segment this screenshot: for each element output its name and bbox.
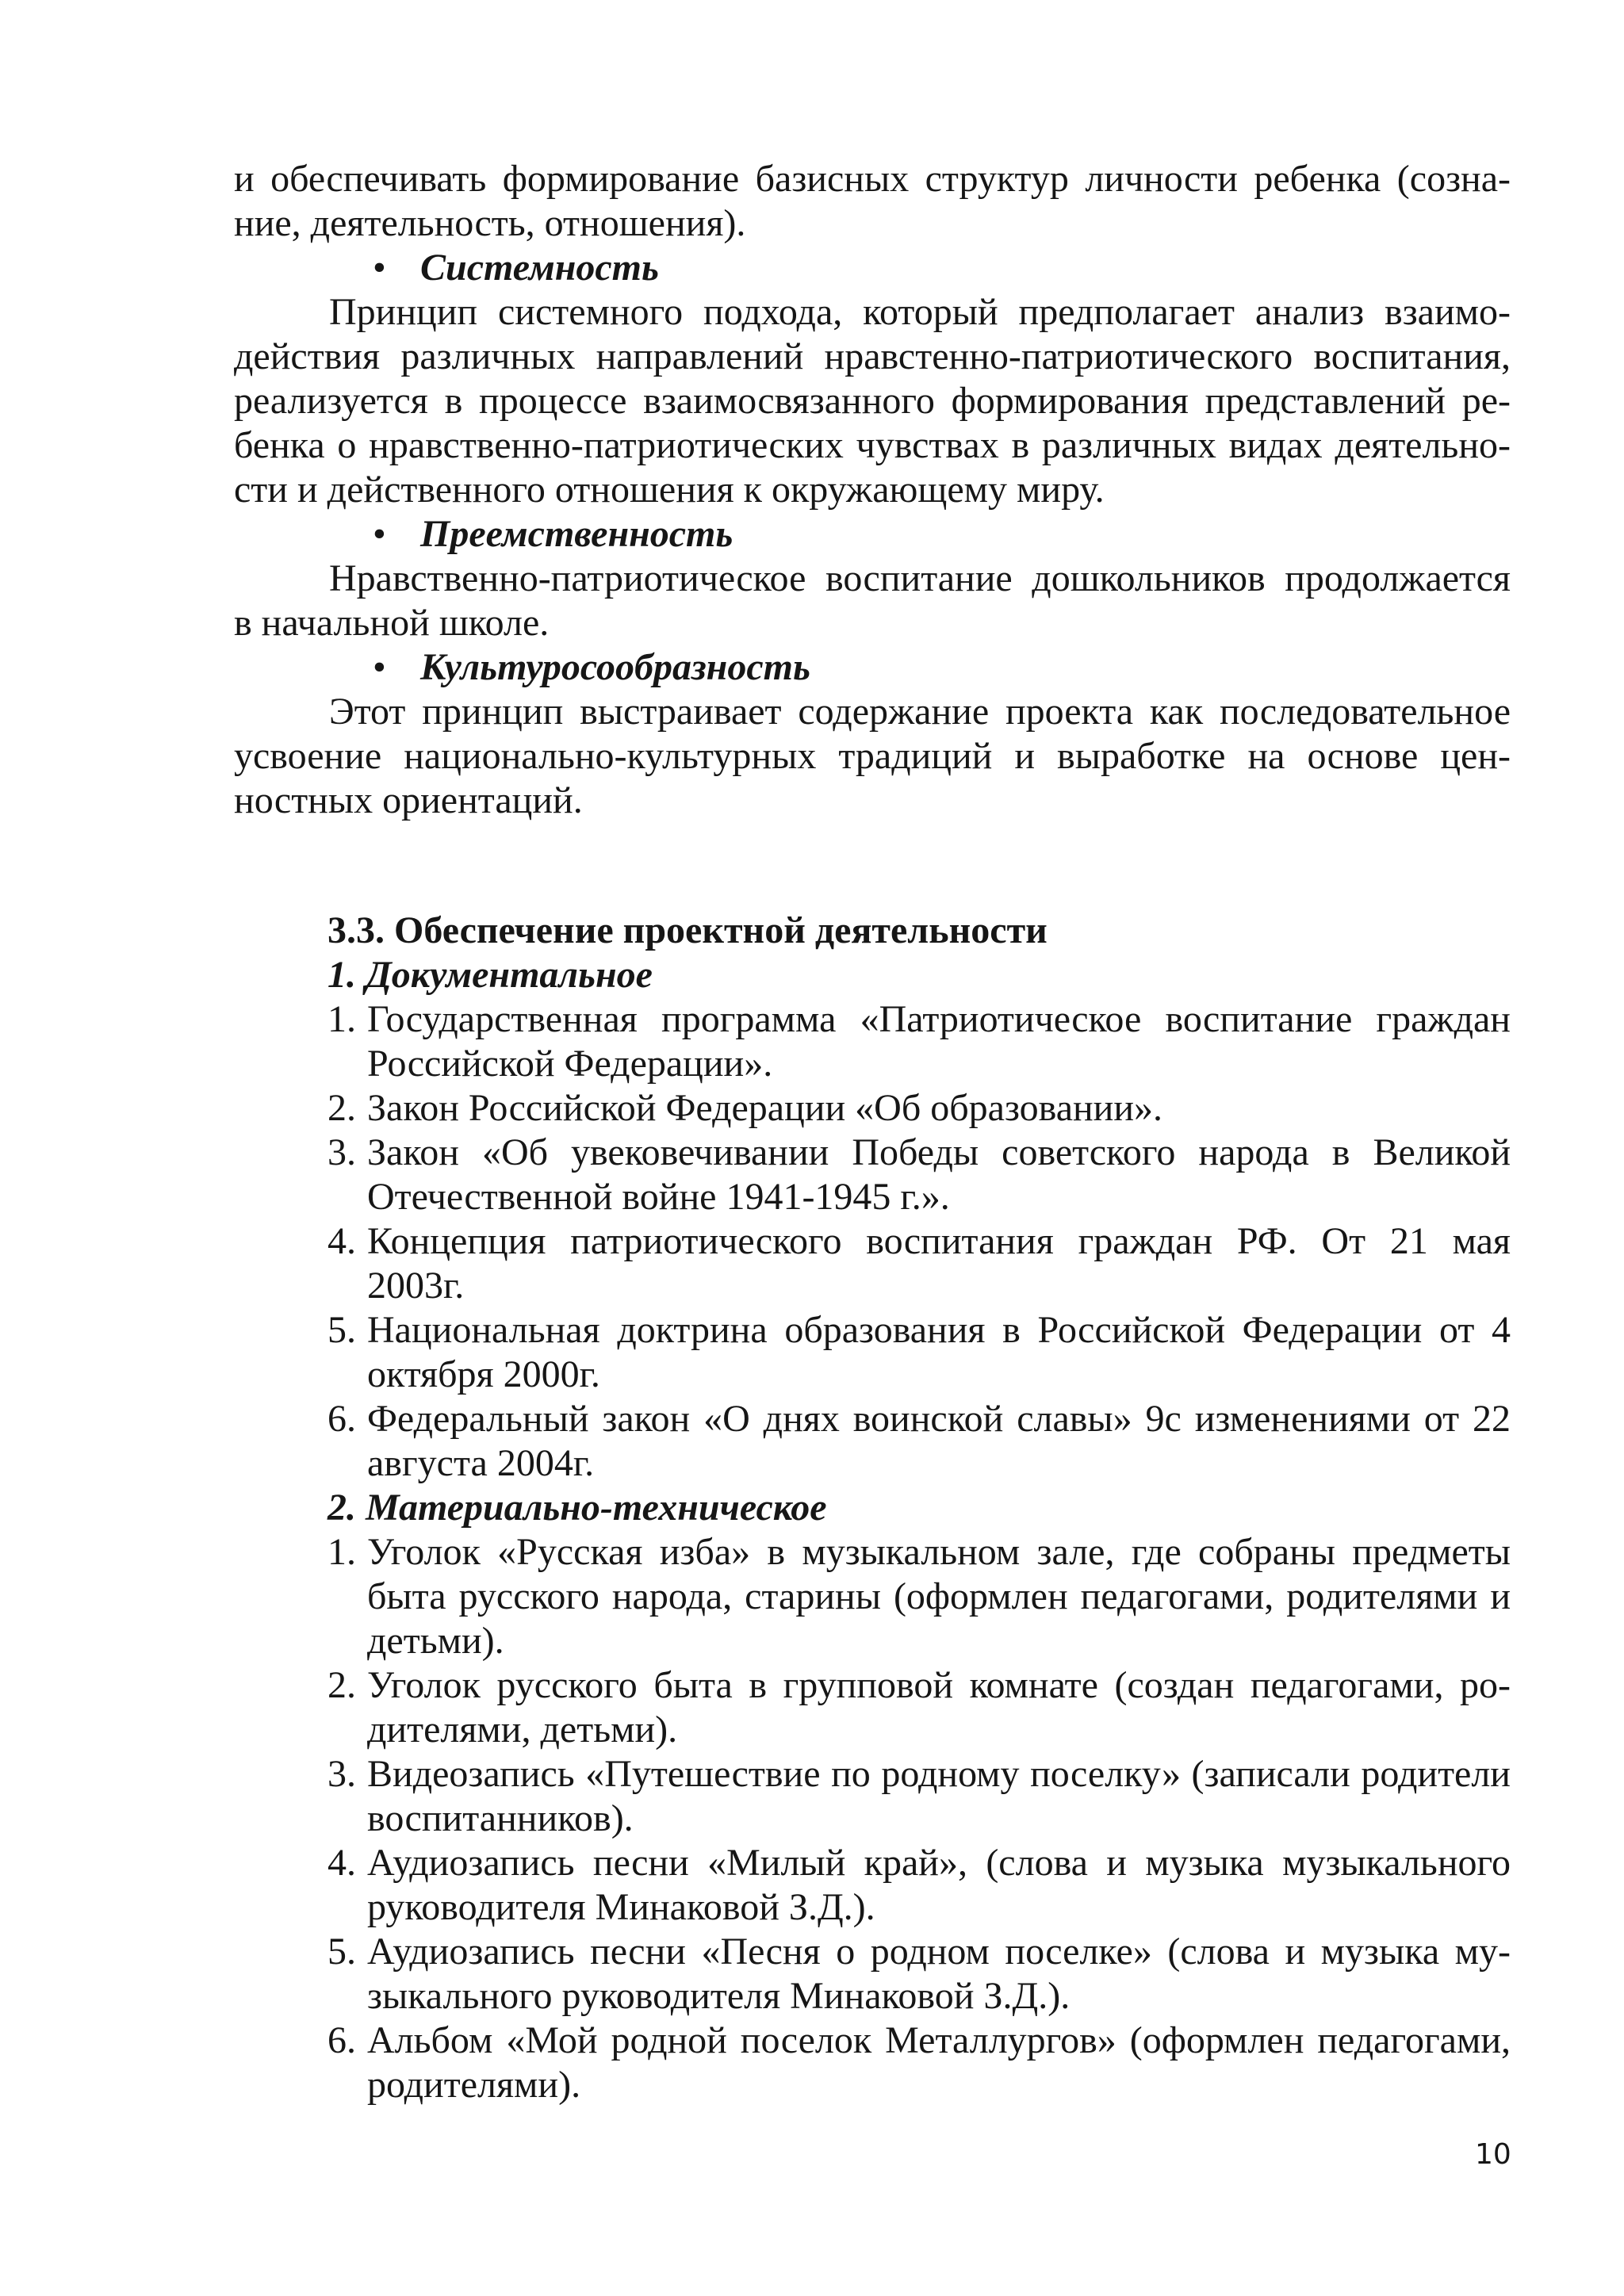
text-line: и обеспечивать формирование базисных структур личности ребенка (созна- — [234, 158, 1511, 200]
text-line: усвоение национально-культурных традиций и выработке на основе цен- — [234, 735, 1511, 777]
list-item — [327, 2019, 1511, 2107]
text-line: Этот принцип выстраивает содержание проекта как последовательное — [329, 691, 1511, 733]
text-line: реализуется в процессе взаимосвязанного формирования представлений ре- — [234, 380, 1511, 422]
text-line: бенка о нравственно-патриотических чувствах в различных видах деятельно- — [234, 424, 1511, 466]
text-line: Аудиозапись песни «Милый край», (слова и музыка музыкального — [367, 1842, 1511, 1884]
text-line: руководителя Минаковой З.Д.). — [367, 1886, 875, 1928]
text-line: Федеральный закон «О днях воинской славы» 9с изменениями от 22 — [367, 1398, 1511, 1440]
list-item — [327, 1841, 1511, 1930]
list-number: 3. — [327, 1131, 356, 1173]
list-number: 1. — [327, 1531, 356, 1573]
list-number: 1. — [327, 998, 356, 1040]
list-item — [327, 1219, 1511, 1308]
text-line: Альбом «Мой родной поселок Металлургов» (оформлен педагогами, — [367, 2019, 1511, 2061]
text-line: дителями, детьми). — [367, 1709, 678, 1751]
list-number: 2. — [327, 1087, 356, 1129]
list-item — [327, 1530, 1511, 1663]
principle-paragraph — [234, 690, 1511, 823]
intro-paragraph — [234, 157, 1511, 246]
text-line: Аудиозапись песни «Песня о родном поселке» (слова и музыка му- — [367, 1931, 1511, 1973]
list-item — [327, 1752, 1511, 1841]
list-item — [327, 1930, 1511, 2019]
text-line: Видеозапись «Путешествие по родному поселку» (записали родители — [367, 1753, 1511, 1795]
text-line: Концепция патриотического воспитания граждан РФ. От 21 мая — [367, 1220, 1511, 1262]
text-line: действия различных направлений нравстенно-патриотического воспитания, — [234, 335, 1511, 377]
list-number: 4. — [327, 1220, 356, 1262]
text-line: детьми). — [367, 1620, 504, 1662]
list-number: 6. — [327, 2019, 356, 2061]
list-item — [327, 1086, 1511, 1131]
principle-heading — [373, 645, 1483, 690]
list-number: 6. — [327, 1398, 356, 1440]
text-line: Российской Федерации». — [367, 1043, 773, 1085]
page-number: 10 — [1475, 2138, 1511, 2171]
text-line: воспитанников). — [367, 1797, 634, 1839]
text-line: Национальная доктрина образования в Российской Федерации от 4 — [367, 1309, 1511, 1351]
text-line: августа 2004г. — [367, 1442, 595, 1484]
list-item — [327, 1131, 1511, 1219]
text-line: Нравственно-патриотическое воспитание дошкольников продолжается — [329, 557, 1511, 599]
text-line: зыкального руководителя Минаковой З.Д.). — [367, 1975, 1071, 2017]
principle-paragraph — [234, 290, 1511, 512]
text-line: 2003г. — [367, 1265, 465, 1307]
text-line: Отечественной войне 1941-1945 г.». — [367, 1176, 950, 1218]
text-line: родителями). — [367, 2064, 581, 2106]
text-line: Государственная программа «Патриотическое воспитание граждан — [367, 998, 1511, 1040]
group-title: 1. Документальное — [327, 954, 653, 996]
text-line: Принцип системного подхода, который предполагает анализ взаимо- — [329, 291, 1511, 333]
list-number: 3. — [327, 1753, 356, 1795]
text-line: октября 2000г. — [367, 1353, 600, 1395]
text-line: Закон Российской Федерации «Об образовании». — [367, 1087, 1163, 1129]
text-line: ние, деятельность, отношения). — [234, 202, 746, 244]
text-line: Закон «Об увековечивании Победы советского народа в Великой — [367, 1131, 1511, 1173]
list-item — [327, 1308, 1511, 1397]
group-title: 2. Материально-техническое — [327, 1487, 827, 1529]
text-line: сти и действенного отношения к окружающему миру. — [234, 469, 1105, 511]
principle-title: Культуросообразность — [420, 646, 810, 688]
text-line: Уголок русского быта в групповой комнате (создан педагогами, ро- — [367, 1664, 1511, 1706]
principle-title: Системность — [420, 247, 659, 289]
principle-title: Преемственность — [420, 513, 733, 555]
principle-heading — [373, 246, 1483, 290]
section-heading: 3.3. Обеспечение проектной деятельности — [327, 909, 1048, 951]
list-item — [327, 1397, 1511, 1486]
principle-heading — [373, 512, 1483, 557]
list-number: 5. — [327, 1309, 356, 1351]
list-number: 2. — [327, 1664, 356, 1706]
list-number: 4. — [327, 1842, 356, 1884]
text-line: быта русского народа, старины (оформлен педагогами, родителями и — [367, 1575, 1511, 1617]
bullet-icon: • — [373, 247, 386, 289]
text-line: ностных ориентаций. — [234, 779, 583, 821]
list-item — [327, 1663, 1511, 1752]
bullet-icon: • — [373, 646, 386, 688]
principle-paragraph — [234, 557, 1511, 645]
text-line: Уголок «Русская изба» в музыкальном зале, где собраны предметы — [367, 1531, 1511, 1573]
text-line: в начальной школе. — [234, 602, 550, 644]
bullet-icon: • — [373, 513, 386, 555]
list-number: 5. — [327, 1931, 356, 1973]
list-item — [327, 997, 1511, 1086]
